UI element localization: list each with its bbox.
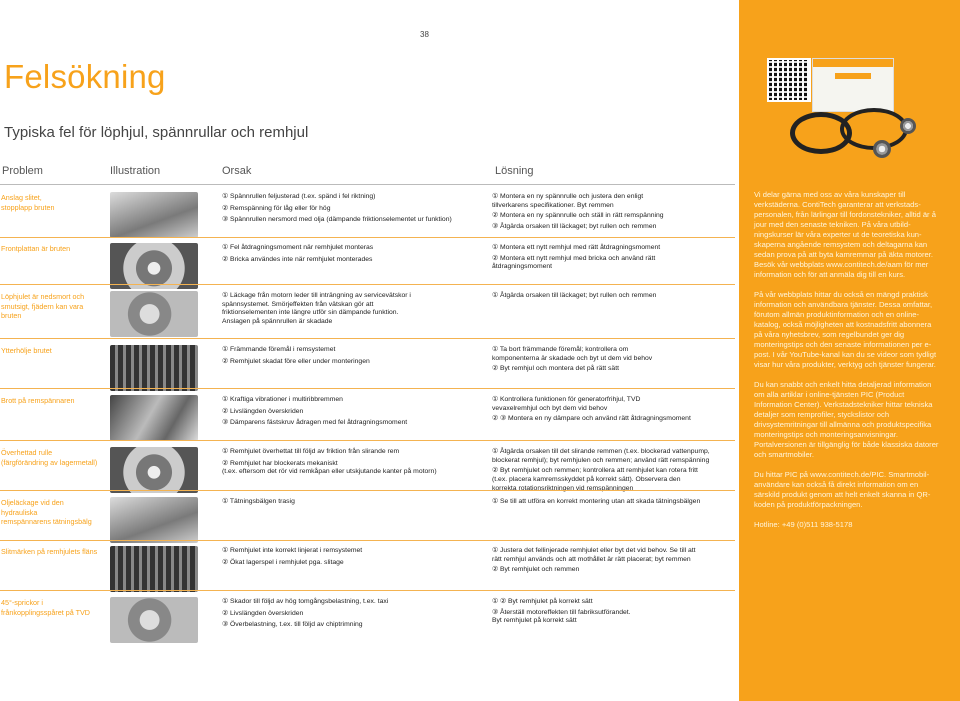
- solution-item: ① Åtgärda orsaken till det slirande remmen (t.ex. blockerad vattenpump, blockerat remhjul); byt remhjulen och remmen; använd rätt remspänning: [492, 448, 710, 464]
- solution-item: ③ Åtgärda orsaken till läckaget; byt rullen och remmen: [492, 223, 657, 231]
- solution-item: ① Montera ett nytt remhjul med rätt åtdragningsmoment: [492, 244, 661, 251]
- solution-cell: [492, 346, 732, 376]
- solution-item: ② ③ Montera en ny dämpare och använd rätt åtdragningsmoment: [492, 415, 691, 423]
- row-divider: [0, 490, 735, 491]
- qr-code-pattern: [767, 58, 807, 98]
- illustration-image: [110, 597, 198, 643]
- problem-label: Slitmärken på remhjulets fläns: [1, 547, 98, 556]
- tensioner-roller: [873, 140, 891, 158]
- header-divider: [0, 184, 735, 185]
- solution-cell: [492, 292, 732, 303]
- cause-item: ③ Dämparens fästskruv ådragen med fel åtdragningsmoment: [222, 419, 408, 427]
- solution-item: ① Åtgärda orsaken till läckaget; byt rullen och remmen: [492, 292, 657, 299]
- cause-item: ① Fel åtdragningsmoment när remhjulet monteras: [222, 244, 374, 251]
- page-title: Felsökning: [4, 58, 166, 95]
- problem-label: 45°-sprickor i frånkopplingsspåret på TVD: [1, 598, 90, 617]
- cause-cell: [222, 193, 487, 228]
- cause-cell: [222, 498, 487, 510]
- solution-cell: [492, 244, 732, 274]
- solution-item: ① Justera det fellinjerade remhjulet eller byt det vid behov. Se till att rätt remhjul används och att mothållet är rätt placerat; byt remmen: [492, 547, 696, 563]
- solution-cell: [492, 547, 732, 577]
- page-subtitle: Typiska fel för löphjul, spännrullar och remhjul: [4, 124, 309, 141]
- cause-cell: [222, 346, 487, 369]
- cause-item: ① Främmande föremål i remsystemet: [222, 346, 336, 353]
- illustration-image: [110, 497, 198, 543]
- cause-cell: [222, 598, 487, 633]
- sidebar-paragraph-training: Vi delar gärna med oss av våra kunskaper till verkstäderna. ContiTech garanterar att verkstadspersonalen, från lärlingar till fordonstekniker, alltid är å jour med den senaste tekniken. På våra utbildningskurser lär våra experter ut de teoretiska kunskaperna angående remsystem och deltagarna kan sedan prova på att byta kamremmar på äkta motorer. Besök vår webbplats www.contitech.de/aam för mer information och för att anmäla dig till en kurs.: [754, 190, 936, 279]
- cause-item: ② Livslängden överskriden: [222, 407, 304, 415]
- illustration-image: [110, 345, 198, 391]
- cause-item: ② Remhjulet har blockerats mekaniskt (t.ex. eftersom det rör vid remkåpan eller utskjutande kanter på motorn): [222, 459, 437, 476]
- illustration-image: [110, 546, 198, 592]
- cause-item: ① Spännrullen feljusterad (t.ex. spänd i fel riktning): [222, 193, 376, 200]
- row-divider: [0, 540, 735, 541]
- column-header-cause: Orsak: [222, 165, 252, 177]
- solution-cell: [492, 193, 732, 234]
- sidebar-hotline: Hotline: +49 (0)511 938-5178: [754, 520, 853, 529]
- solution-item: ① Se till att utföra en korrekt montering utan att skada tätningsbälgen: [492, 498, 701, 505]
- kit-package: [812, 58, 894, 112]
- problem-label: Anslag slitet, stopplapp bruten: [1, 193, 55, 212]
- cause-item: ② Ökat lagerspel i remhjulet pga. slitage: [222, 558, 344, 566]
- solution-item: ② Byt remhjulet och remmen: [492, 566, 580, 574]
- page-number: 38: [420, 30, 429, 39]
- solution-item: ① Ta bort främmande föremål; kontrollera om komponenterna är skadade och byt ut dem vid behov: [492, 346, 653, 362]
- solution-item: ② Montera ett nytt remhjul med bricka och använd rätt åtdragningsmoment: [492, 254, 656, 271]
- sidebar-paragraph-pic: Du kan snabbt och enkelt hitta detaljerad information om alla artiklar i online-tjänsten PIC (Product Information Center). Verkstadstekniker hittar tekniska detaljer som remprofiler, styckslistor och drivsystemritningar till allmänna och produktspecifika monteringstips och monteringsanvisningar. Portalversionen är tillgänglig för både klassiska datorer och smartmobiler.: [754, 380, 939, 459]
- idler-roller: [900, 118, 916, 134]
- cause-cell: [222, 292, 487, 330]
- cause-item: ① Läckage från motorn leder till inträngning av servicevätskor i spännsystemet. Smörjeffekten från vätskan gör att friktionselementen inte längre utför sin dämpande funktion. Anslagen på spännrullen är skadade: [222, 292, 411, 326]
- cause-item: ② Remhjulet skadat före eller under monteringen: [222, 357, 370, 365]
- solution-item: ② Montera en ny spännrulle och ställ in rätt remspänning: [492, 212, 664, 220]
- solution-item: ② Byt remhjulet och remmen; kontrollera att remhjulet kan rotera fritt (t.ex. placera kamremsskyddet på korrekt sätt). Observera den korrekta rotationsriktningen vid remspänningen: [492, 467, 698, 492]
- illustration-image: [110, 447, 198, 493]
- sidebar-text: [754, 190, 940, 540]
- problem-label: Frontplattan är bruten: [1, 244, 71, 253]
- row-divider: [0, 284, 735, 285]
- illustration-image: [110, 192, 198, 238]
- solution-item: ② Byt remhjul och montera det på rätt sätt: [492, 365, 619, 373]
- sidebar-paragraph-website: På vår webbplats hittar du också en mängd praktisk information och användbara tjänster. Dessa omfattar, förutom allmän produktinformation och en online-katalog, också möjligheten att kostnadsfritt abonnera på våra nyhetsbrev, som regelbundet ger dig monteringstips och den senaste informationen per e-post. I vår YouTube-kanal kan du se videor som tydligt visar hur våra produkter, verktyg och tjänster fungerar.: [754, 290, 937, 369]
- illustration-image: [110, 395, 198, 441]
- row-divider: [0, 590, 735, 591]
- solution-item: ③ Återställ motoreffekten till fabriksutförandet. Byt remhjulet på korrekt sätt: [492, 608, 631, 625]
- solution-item: ① ② Byt remhjulet på korrekt sätt: [492, 598, 593, 605]
- problem-label: Oljeläckage vid den hydrauliska remspännarens tätningsbälg: [1, 498, 92, 526]
- row-divider: [0, 440, 735, 441]
- cause-item: ② Livslängden överskriden: [222, 609, 304, 617]
- cause-item: ② Remspänning för låg eller för hög: [222, 204, 331, 212]
- sidebar-paragraph-qr: Du hittar PIC på www.contitech.de/PIC. Smartmobilanvändare kan också få direkt information om en särskild produkt genom att helt enkelt skanna in QR-koden på produktförpackningen.: [754, 470, 931, 509]
- solution-item: ① Montera en ny spännrulle och justera den enligt tillverkarens specifikationer. Byt remmen: [492, 193, 644, 209]
- cause-cell: [222, 448, 487, 480]
- problem-label: Brott på remspännaren: [1, 396, 75, 405]
- cause-cell: [222, 244, 487, 267]
- cause-item: ① Skador till följd av hög tomgångsbelastning, t.ex. taxi: [222, 598, 389, 605]
- column-header-solution: Lösning: [495, 165, 534, 177]
- problem-label: Ytterhölje brutet: [1, 346, 52, 355]
- solution-cell: [492, 448, 732, 496]
- solution-cell: [492, 396, 732, 426]
- cause-item: ③ Spännrullen nersmord med olja (dämpande friktionselementet ur funktion): [222, 216, 452, 224]
- row-divider: [0, 237, 735, 238]
- row-divider: [0, 338, 735, 339]
- cause-cell: [222, 547, 487, 570]
- illustration-image: [110, 291, 198, 337]
- cause-item: ① Remhjulet överhettat till följd av friktion från slirande rem: [222, 448, 400, 455]
- cause-cell: [222, 396, 487, 431]
- column-header-problem: Problem: [2, 165, 43, 177]
- cause-item: ③ Överbelastning, t.ex. till följd av chiptrimning: [222, 621, 363, 629]
- column-header-illustration: Illustration: [110, 165, 161, 177]
- cause-item: ① Remhjulet inte korrekt linjerat i remsystemet: [222, 547, 363, 554]
- problem-label: Löphjulet är nedsmort och smutsigt, fjädern kan vara bruten: [1, 292, 85, 320]
- cause-item: ② Bricka användes inte när remhjulet monterades: [222, 255, 373, 263]
- row-divider: [0, 388, 735, 389]
- solution-cell: [492, 598, 732, 628]
- cause-item: ① Kraftiga vibrationer i multiribbremmen: [222, 396, 343, 403]
- illustration-image: [110, 243, 198, 289]
- cause-item: ① Tätningsbälgen trasig: [222, 498, 295, 505]
- problem-label: Överhettad rulle (färgförändring av lagermetall): [1, 448, 98, 467]
- solution-cell: [492, 498, 732, 509]
- solution-item: ① Kontrollera funktionen för generatorfrihjul, TVD vevaxelremhjul och byt dem vid behov: [492, 396, 641, 412]
